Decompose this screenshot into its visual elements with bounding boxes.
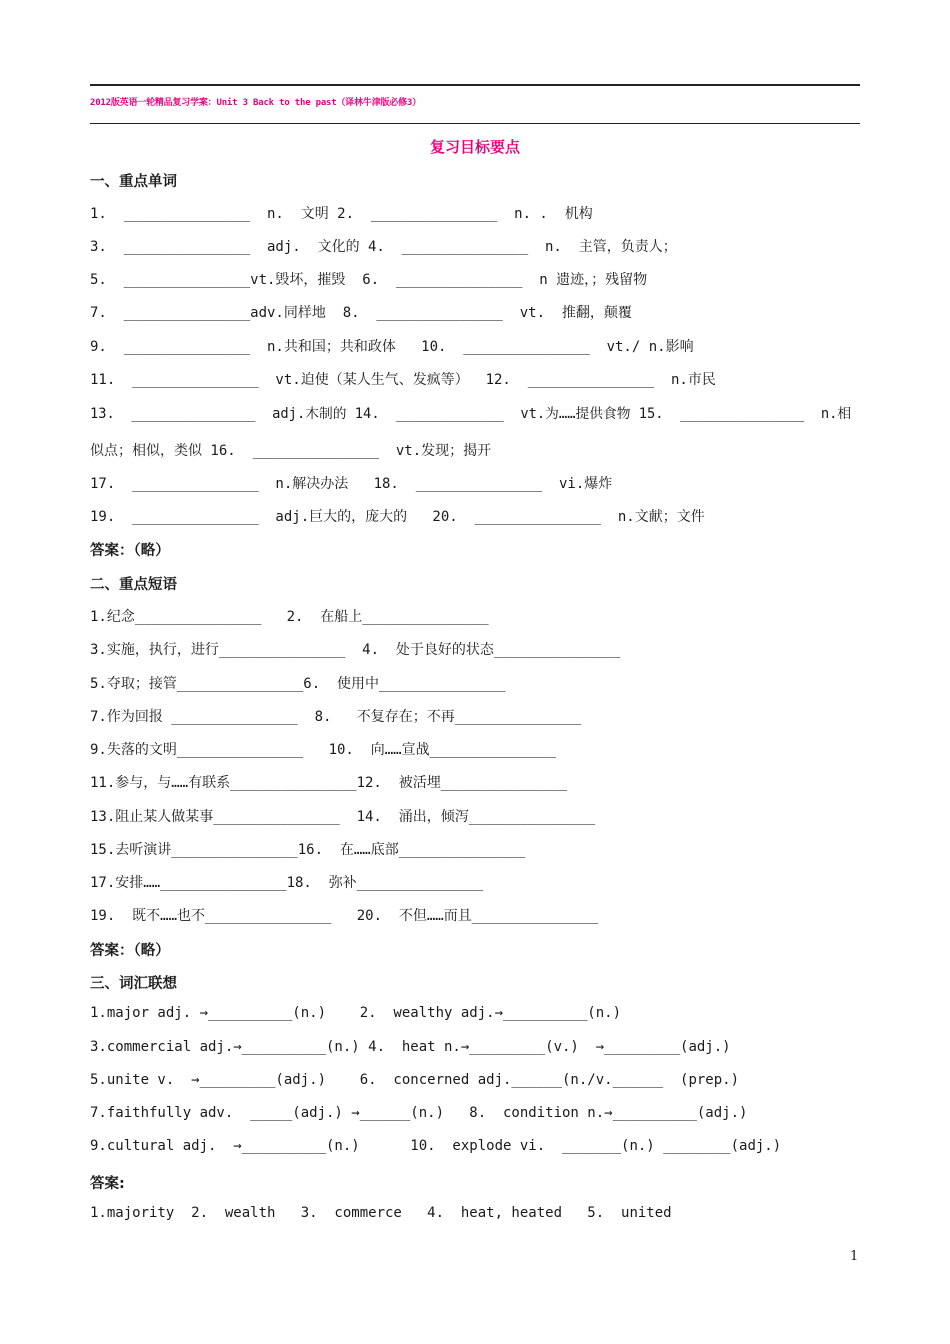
document-title: 2012版英语一轮精品复习学案：Unit 3 Back to the past（译林牛津版必修3） — [90, 98, 421, 108]
section-heading-phrases: 二、重点短语 — [90, 577, 177, 593]
exercise-line: 5.unite v. →_________(adj.) 6. concerned adj.______(n./v.______ (prep.) — [90, 1072, 740, 1088]
answer-line: 1.majority 2. wealth 3. commerce 4. heat, heated 5. united — [90, 1205, 672, 1221]
exercise-line: 9.cultural adj. →__________(n.) 10. explode vi. _______(n.) ________(adj.) — [90, 1138, 782, 1154]
exercise-line: 19. _______________ adj.巨大的，庞大的 20. _______________ n.文献；文件 — [90, 509, 705, 525]
exercise-line: 9.失落的文明_______________ 10. 向……宣战_______________ — [90, 742, 557, 758]
exercise-line: 13.阻止某人做某事_______________ 14. 涌出，倾泻_______________ — [90, 809, 596, 825]
exercise-line: 似点；相似，类似 16. _______________ vt.发现；揭开 — [90, 443, 492, 459]
exercise-line: 5. _______________vt.毁坏，摧毁 6. _______________ n 遗迹，；残留物 — [90, 272, 648, 288]
exercise-line: 15.去听演讲_______________16. 在……底部_______________ — [90, 842, 526, 858]
exercise-line: 3.实施，执行，进行_______________ 4. 处于良好的状态_______________ — [90, 642, 621, 658]
exercise-line: 1.纪念_______________ 2. 在船上_______________ — [90, 609, 489, 625]
exercise-line: 11.参与，与……有联系_______________12. 被活埋_______________ — [90, 775, 568, 791]
exercise-line: 11. _______________ vt.迫使（某人生气、发疯等） 12. _______________ n.市民 — [90, 372, 716, 388]
exercise-line: 13. _______________ adj.木制的 14. _____________ vt.为……提供食物 15. _______________ n.相 — [90, 406, 852, 422]
answer-label: 答案：（略） — [90, 943, 170, 959]
section-heading-vocab: 三、词汇联想 — [90, 976, 177, 992]
exercise-line: 1.major adj. →__________(n.) 2. wealthy adj.→__________(n.) — [90, 1005, 622, 1021]
exercise-line: 5.夺取；接管_______________6. 使用中_______________ — [90, 676, 506, 692]
exercise-line: 17.安排……_______________18. 弥补_______________ — [90, 875, 484, 891]
answer-label: 答案: — [90, 1176, 125, 1192]
exercise-line: 3.commercial adj.→__________(n.) 4. heat n.→_________(v.) →_________(adj.) — [90, 1039, 731, 1055]
exercise-line: 7. _______________adv.同样地 8. _______________ vt. 推翻，颠覆 — [90, 305, 632, 321]
document-subtitle: 复习目标要点 — [429, 138, 520, 156]
section-heading-words: 一、重点单词 — [90, 174, 177, 190]
exercise-line: 19. 既不……也不_______________ 20. 不但……而且_______________ — [90, 908, 599, 924]
exercise-line: 7.faithfully adv. _____(adj.) →______(n.) 8. condition n.→__________(adj.) — [90, 1105, 748, 1121]
exercise-line: 17. _______________ n.解决办法 18. _______________ vi.爆炸 — [90, 476, 613, 492]
title-underline — [90, 123, 860, 124]
exercise-line: 3. _______________ adj. 文化的 4. _______________ n. 主管，负责人； — [90, 239, 677, 255]
exercise-line: 9. _______________ n.共和国；共和政体 10. _______________ vt./ n.影响 — [90, 339, 694, 355]
top-rule — [90, 84, 860, 86]
answer-label: 答案：（略） — [90, 543, 170, 559]
exercise-line: 1. _______________ n. 文明 2. _______________ n. . 机构 — [90, 206, 593, 222]
exercise-line: 7.作为回报 _______________ 8. 不复存在；不再_______________ — [90, 709, 582, 725]
page-number: 1 — [850, 1249, 859, 1264]
